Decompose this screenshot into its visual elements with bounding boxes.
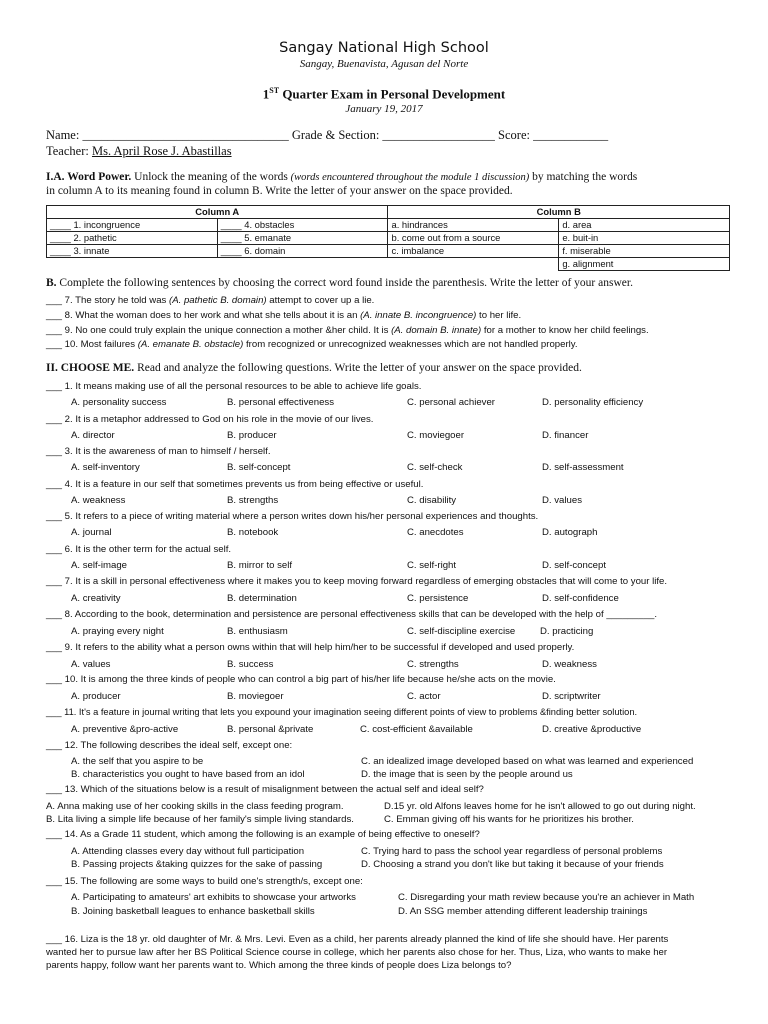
option: D. autograph <box>542 527 598 538</box>
option: A. weakness <box>71 495 126 506</box>
option: C. Disregarding your math review because you're an achiever in Math <box>398 892 695 903</box>
option: B. Lita living a simple life because of her family's simple living standards. <box>46 814 354 825</box>
option: A. self-image <box>71 560 127 571</box>
option: B. success <box>227 659 274 670</box>
question-item: ___ 1. It means making use of all the personal resources to be able to achieve life goals. <box>46 381 422 392</box>
option: C. disability <box>407 495 457 506</box>
option: D. financer <box>542 430 589 441</box>
section-b-instructions: B. Complete the following sentences by choosing the correct word found inside the parenthesis. Write the letter of your answer. <box>46 277 633 289</box>
option: D. self-concept <box>542 560 606 571</box>
option: A. praying every night <box>71 626 164 637</box>
option: A. the self that you aspire to be <box>71 756 204 767</box>
table-cell: ____ 6. domain <box>217 245 388 258</box>
option: C. self-check <box>407 462 463 473</box>
option: D. personality efficiency <box>542 397 644 408</box>
option: D. weakness <box>542 659 597 670</box>
question-item: ___ 10. Most failures (A. emanate B. obstacle) from recognized or unrecognized weaknesses which are not handled properly. <box>46 339 578 350</box>
option: D. self-confidence <box>542 593 619 604</box>
question-item: ___ 10. It is among the three kinds of people who can control a big part of his/her life because he/she acts on the movie. <box>46 674 556 685</box>
teacher-name: Ms. April Rose J. Abastillas <box>91 144 232 158</box>
option: A. personality success <box>71 397 167 408</box>
option: C. persistence <box>407 593 469 604</box>
school-address: Sangay, Buenavista, Agusan del Norte <box>299 58 469 70</box>
table-row <box>47 219 730 232</box>
option: D. An SSG member attending different leadership trainings <box>398 906 648 917</box>
option: B. personal effectiveness <box>227 397 335 408</box>
table-cell: ____ 2. pathetic <box>47 232 218 245</box>
question-item-continued: wanted her to pursue law after her BS Political Science course in college, which her parents also chose for her. Thus, Liza, who wants to make her <box>46 947 668 958</box>
option: C. an idealized image developed based on what was learned and experienced <box>361 756 694 767</box>
exam-title: 1ST Quarter Exam in Personal Development <box>262 86 506 102</box>
table-cell: f. miserable <box>559 245 730 258</box>
table-row <box>47 232 730 245</box>
table-cell: b. come out from a source <box>388 232 559 245</box>
matching-table <box>46 205 730 271</box>
question-item: ___ 7. The story he told was (A. pathetic B. domain) attempt to cover up a lie. <box>46 295 375 306</box>
option: D. creative &productive <box>542 724 642 735</box>
option: B. personal &private <box>227 724 314 735</box>
table-cell: ____ 4. obstacles <box>217 219 388 232</box>
option: C. actor <box>407 691 441 702</box>
option: A. preventive &pro-active <box>71 724 179 735</box>
option: D. the image that is seen by the people around us <box>361 769 573 780</box>
exam-date: January 19, 2017 <box>345 103 423 115</box>
option: B. Joining basketball leagues to enhance basketball skills <box>71 906 315 917</box>
option: D. scriptwriter <box>542 691 601 702</box>
question-item: ___ 8. According to the book, determination and persistence are personal effectiveness skills that can be developed with the help of _________. <box>46 609 658 620</box>
option: D. self-assessment <box>542 462 624 473</box>
option: A. creativity <box>71 593 121 604</box>
question-item: ___ 16. Liza is the 18 yr. old daughter of Mr. & Mrs. Levi. Even as a child, her parents already planned the kind of life she should have. Her parents <box>46 934 669 945</box>
question-item: ___ 5. It refers to a piece of writing material where a person writes down his/her personal experiences and thoughts. <box>46 511 539 522</box>
question-item: ___ 13. Which of the situations below is a result of misalignment between the actual self and ideal self? <box>46 784 484 795</box>
question-item: ___ 2. It is a metaphor addressed to God on his role in the movie of our lives. <box>46 414 374 425</box>
teacher-line: Teacher: Ms. April Rose J. Abastillas <box>46 144 232 158</box>
question-item: ___ 14. As a Grade 11 student, which among the following is an example of being effective to oneself? <box>46 829 480 840</box>
question-item: ___ 9. It refers to the ability what a person owns within that will help him/her to be successful if developed and used properly. <box>46 642 575 653</box>
option: B. enthusiasm <box>227 626 288 637</box>
question-item: ___ 12. The following describes the ideal self, except one: <box>46 740 293 751</box>
option: D. values <box>542 495 582 506</box>
question-item: ___ 6. It is the other term for the actual self. <box>46 544 232 555</box>
option: A. journal <box>71 527 112 538</box>
option: C. Trying hard to pass the school year regardless of personal problems <box>361 846 663 857</box>
option: A. producer <box>71 691 121 702</box>
question-item: ___ 4. It is a feature in our self that sometimes prevents us from being effective or useful. <box>46 479 424 490</box>
column-a-header: Column A <box>47 206 388 219</box>
table-cell: e. buit-in <box>559 232 730 245</box>
question-item: ___ 7. It is a skill in personal effectiveness where it makes you to keep moving forward regardless of emerging obstacles that will come to your life. <box>46 576 668 587</box>
option: B. characteristics you ought to have based from an idol <box>71 769 305 780</box>
section-1a-instructions: I.A. Word Power. Unlock the meaning of the words (words encountered throughout the module 1 discussion) by matching the words <box>46 171 638 183</box>
table-cell: d. area <box>559 219 730 232</box>
table-cell: a. hindrances <box>388 219 559 232</box>
option: A. Participating to amateurs' art exhibits to showcase your artworks <box>71 892 356 903</box>
option: C. self-right <box>407 560 457 571</box>
option: B. determination <box>227 593 297 604</box>
option: B. Passing projects &taking quizzes for the sake of passing <box>71 859 323 870</box>
option: C. Emman giving off his wants for he prioritizes his brother. <box>384 814 634 825</box>
name-grade-score-line: Name: _________________________________ Grade & Section: __________________ Score: ____________ <box>46 128 609 142</box>
table-cell: g. alignment <box>559 258 730 271</box>
question-item: ___ 8. What the woman does to her work and what she tells about it is an (A. innate B. incongruence) to her life. <box>46 310 522 321</box>
option: C. anecdotes <box>407 527 464 538</box>
table-row <box>47 258 730 271</box>
option: B. self-concept <box>227 462 291 473</box>
option: C. personal achiever <box>407 397 495 408</box>
option: D. Choosing a strand you don't like but taking it because of your friends <box>361 859 664 870</box>
school-name: Sangay National High School <box>279 40 489 56</box>
table-cell: ____ 5. emanate <box>217 232 388 245</box>
option: A. Anna making use of her cooking skills in the class feeding program. <box>46 801 344 812</box>
section-1a-instructions-line2: in column A to its meaning found in column B. Write the letter of your answer on the space provided. <box>46 185 513 197</box>
table-row <box>47 245 730 258</box>
table-cell: ____ 1. incongruence <box>47 219 218 232</box>
option: A. self-inventory <box>71 462 140 473</box>
option: A. Attending classes every day without full participation <box>71 846 305 857</box>
option: C. cost-efficient &available <box>360 724 473 735</box>
table-cell: c. imbalance <box>388 245 559 258</box>
question-item: ___ 3. It is the awareness of man to himself / herself. <box>46 446 271 457</box>
option: D. practicing <box>540 626 594 637</box>
option: A. values <box>71 659 111 670</box>
table-cell: ____ 3. innate <box>47 245 218 258</box>
question-item: ___ 9. No one could truly explain the unique connection a mother &her child. It is (A. domain B. innate) for a mother to know her child feelings. <box>46 325 649 336</box>
option: B. notebook <box>227 527 279 538</box>
question-item-continued: parents happy, follow want her parents want to. Which among the three kinds of people does Liza belongs to? <box>46 960 512 971</box>
option: C. self-discipline exercise <box>407 626 516 637</box>
option: D.15 yr. old Alfons leaves home for he isn't allowed to go out during night. <box>384 801 696 812</box>
option: C. strengths <box>407 659 459 670</box>
option: A. director <box>71 430 115 441</box>
option: C. moviegoer <box>407 430 465 441</box>
section-2-instructions: II. CHOOSE ME. Read and analyze the following questions. Write the letter of your answer on the space provided. <box>46 362 582 374</box>
option: B. strengths <box>227 495 279 506</box>
table-header-row <box>47 206 730 219</box>
option: B. producer <box>227 430 277 441</box>
option: B. mirror to self <box>227 560 293 571</box>
question-item: ___ 11. It's a feature in journal writing that lets you expound your imagination seeing different points of view to problems &finding better solution. <box>46 707 638 717</box>
question-item: ___ 15. The following are some ways to build one's strength/s, except one: <box>46 876 363 887</box>
column-b-header: Column B <box>388 206 730 219</box>
option: B. moviegoer <box>227 691 284 702</box>
